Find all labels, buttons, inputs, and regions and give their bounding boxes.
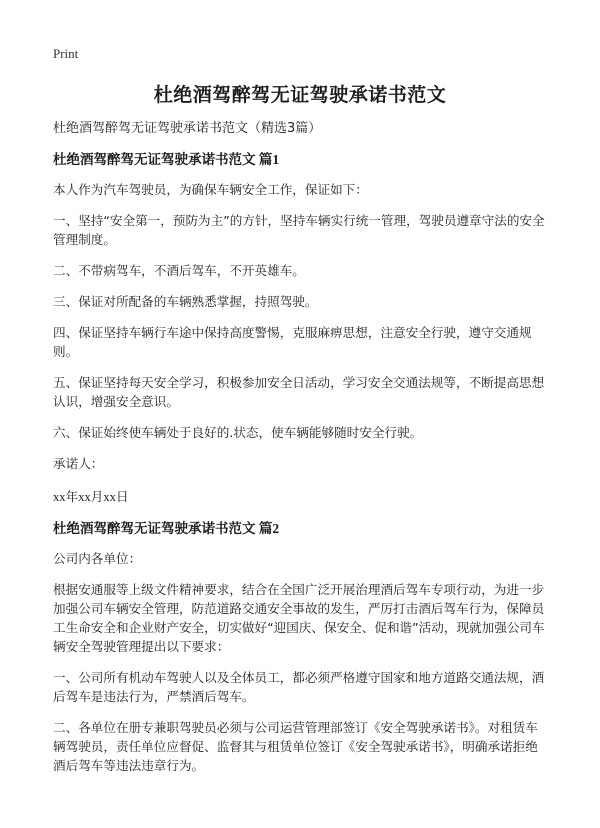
section-1-item-1: 一、坚持“安全第一，预防为主”的方针，坚持车辆实行统一管理，驾驶员遵章守法的安全管理制度。 [53,213,545,247]
section-2-heading: 杜绝酒驾醉驾无证驾驶承诺书范文 篇2 [53,521,280,536]
print-link[interactable]: Print [53,46,79,61]
section-1-item-4: 四、保证坚持车辆行车途中保持高度警惕，克服麻痹思想，注意安全行驶，遵守交通规则。 [53,325,532,359]
section-1-item-3: 三、保证对所配备的车辆熟悉掌握，持照驾驶。 [53,294,318,309]
section-2-salutation: 公司内各单位： [53,551,142,566]
section-1-heading: 杜绝酒驾醉驾无证驾驶承诺书范文 篇1 [53,152,280,167]
section-2-item-1: 一、公司所有机动车驾驶人以及全体员工，都必须严格遵守国家和地方道路交通法规，酒后驾车是违法行为，严禁酒后驾车。 [53,670,545,704]
signature-date: xx年xx月xx日 [53,490,129,504]
section-2-item-2: 二、各单位在册专兼职驾驶员必须与公司运营管理部签订《安全驾驶承诺书》。对租赁车辆驾驶员，责任单位应督促、监督其与租赁单位签订《安全驾驶承诺书》，明确承诺拒绝酒后驾车等违法违章行为。 [53,720,538,773]
document-title: 杜绝酒驾醉驾无证驾驶承诺书范文 [153,84,447,106]
document-subtitle: 杜绝酒驾醉驾无证驾驶承诺书范文（精选3篇） [53,121,322,136]
section-1-item-5: 五、保证坚持每天安全学习，积极参加安全日活动，学习安全交通法规等，不断提高思想认识，增强安全意识。 [53,375,545,409]
section-1-item-2: 二、不带病驾车，不酒后驾车，不开英雄车。 [53,263,305,278]
section-1-intro: 本人作为汽车驾驶员，为确保车辆安全工作，保证如下： [53,182,368,197]
section-1 [53,151,548,506]
section-2 [53,520,548,775]
section-1-item-6: 六、保证始终使车辆处于良好的.状态，使车辆能够随时安全行驶。 [53,425,423,440]
section-2-body: 根据安通服等上级文件精神要求，结合在全国广泛开展治理酒后驾车专项行动，为进一步加强公司车辆安全管理，防范道路交通安全事故的发生，严厉打击酒后驾车行为，保障员工生命安全和企业财产安全，切实做好“迎国庆、保安全、促和谐”活动，现就加强公司车辆安全驾驶管理提出以下要求： [53,582,545,654]
signature-label: 承诺人： [53,456,104,471]
document-body [53,120,548,787]
